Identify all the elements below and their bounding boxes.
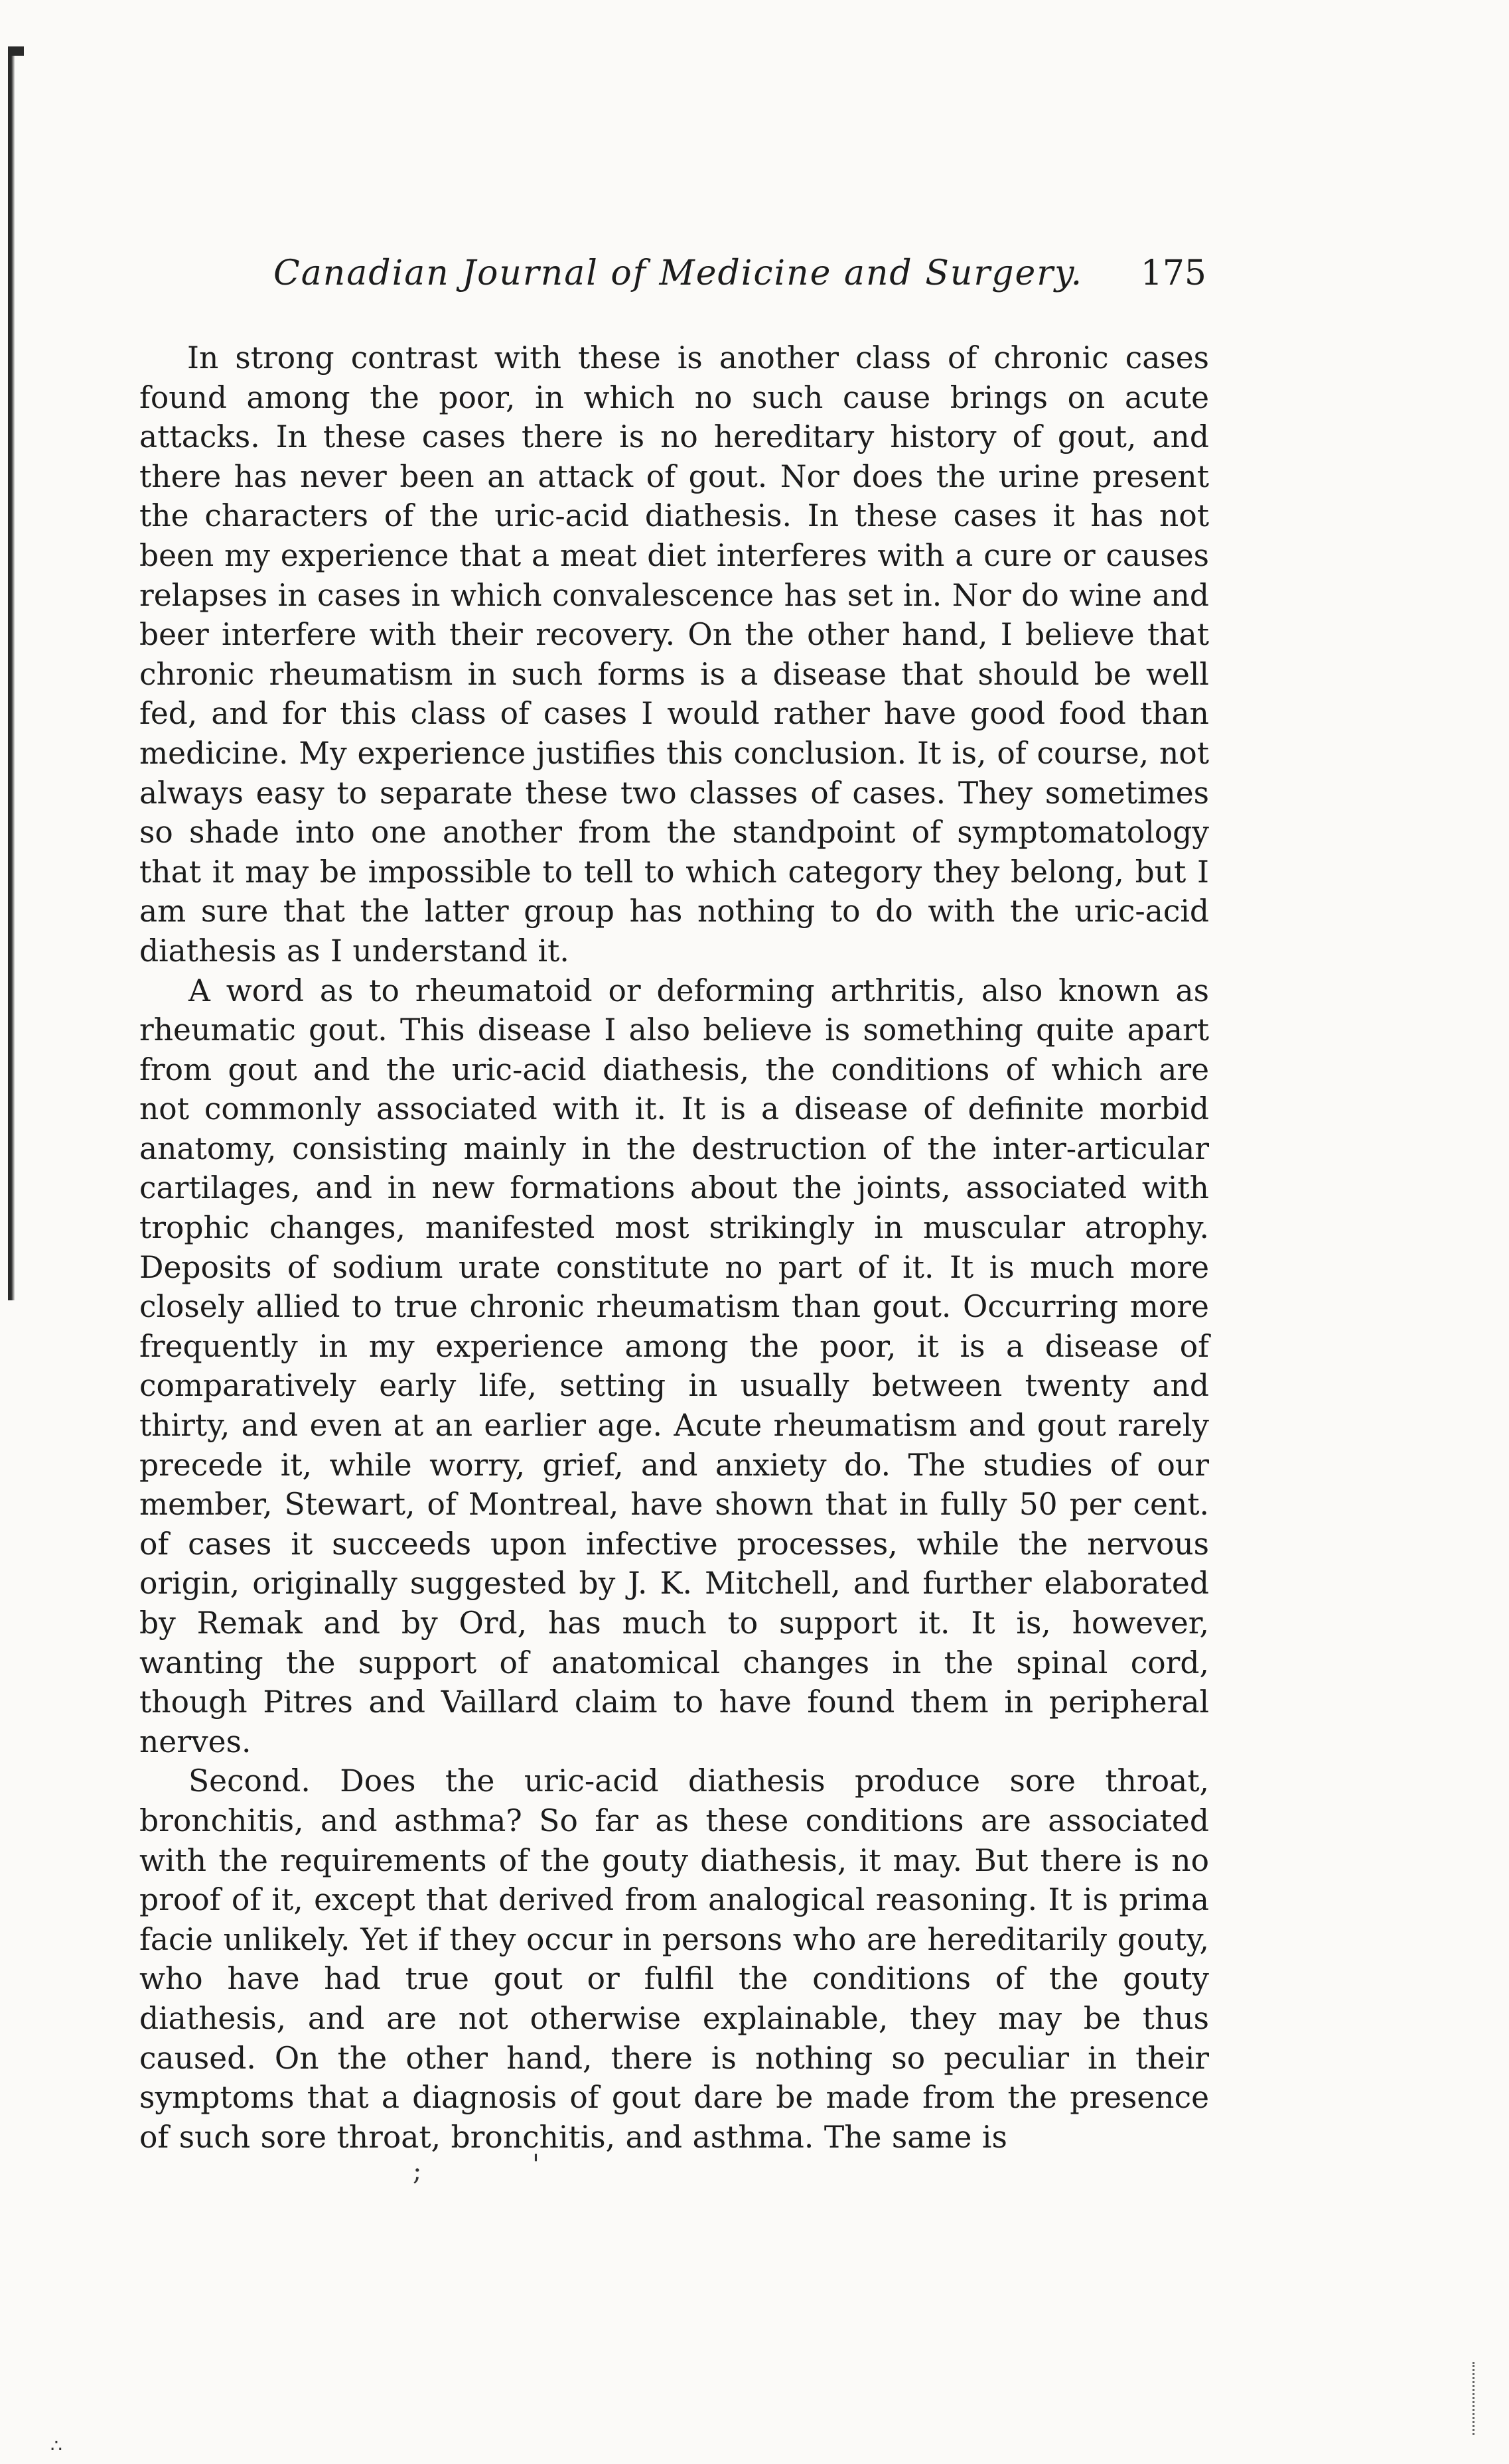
stray-mark: ∴ — [50, 2435, 62, 2457]
page-number: 175 — [1140, 253, 1206, 293]
paragraph-second-question: Second. Does the uric-acid diathesis produce sore throat, bronchitis, and asthma? So far as these conditions are associated with the requirements of the gouty diathesis, it may. But there is no proof of it, except that derived from analogical reasoning. It is prima facie unlikely. Yet if they occur in persons who are hereditarily gouty, who have had true gout or fulfil the conditions of the gouty diathesis, and are not otherwise explainable, they may be thus caused. On the other hand, there is nothing so peculiar in their symptoms that a diagnosis of gout dare be made from the presence of such sore throat, bronchitis, and asthma. The same is — [139, 1763, 1209, 2155]
stray-mark: ; — [413, 2156, 422, 2187]
edge-speckle — [1473, 2362, 1477, 2435]
body-text — [139, 338, 1209, 2157]
running-title: Canadian Journal of Medicine and Surgery. — [273, 253, 1084, 293]
paragraph-rheumatoid-arthritis: A word as to rheumatoid or deforming arthritis, also known as rheumatic gout. This disease I also believe is something quite apart from gout and the uric-acid diathesis, the conditions of which are not commonly associated with it. It is a disease of definite morbid anatomy, consisting mainly in the destruction of the inter-articular cartilages, and in new formations about the joints, associated with trophic changes, manifested most strikingly in muscular atrophy. Deposits of sodium urate constitute no part of it. It is much more closely allied to true chronic rheumatism than gout. Occurring more frequently in my experience among the poor, it is a disease of comparatively early life, setting in usually between twenty and thirty, and even at an earlier age. Acute rheumatism and gout rarely precede it, while worry, grief, and anxiety do. The studies of our member, Stewart, of Montreal, have shown that in fully 50 per cent. of cases it succeeds upon infective processes, while the nervous origin, originally suggested by J. K. Mitchell, and further elaborated by Remak and by Ord, has much to support it. It is, however, wanting the support of anatomical changes in the spinal cord, though Pitres and Vaillard claim to have found them in peripheral nerves. — [139, 973, 1209, 1759]
binding-edge-shadow — [8, 53, 15, 1300]
stray-mark: ' — [532, 2150, 539, 2180]
paragraph-chronic-cases: In strong contrast with these is another class of chronic cases found among the poor, in which no such cause brings on acute attacks. In these cases there is no hereditary history of gout, and there has never been an attack of gout. Nor does the urine present the characters of the uric-acid diathesis. In these cases it has not been my experience that a meat diet interferes with a cure or causes relapses in cases in which convalescence has set in. Nor do wine and beer interfere with their recovery. On the other hand, I believe that chronic rheumatism in such forms is a disease that should be well fed, and for this class of cases I would rather have good food than medicine. My experience justifies this conclusion. It is, of course, not always easy to separate these two classes of cases. They sometimes so shade into one another from the standpoint of symptomatology that it may be impossible to tell to which category they belong, but I am sure that the latter group has nothing to do with the uric-acid diathesis as I understand it. — [139, 340, 1209, 969]
page-header — [0, 253, 1509, 307]
